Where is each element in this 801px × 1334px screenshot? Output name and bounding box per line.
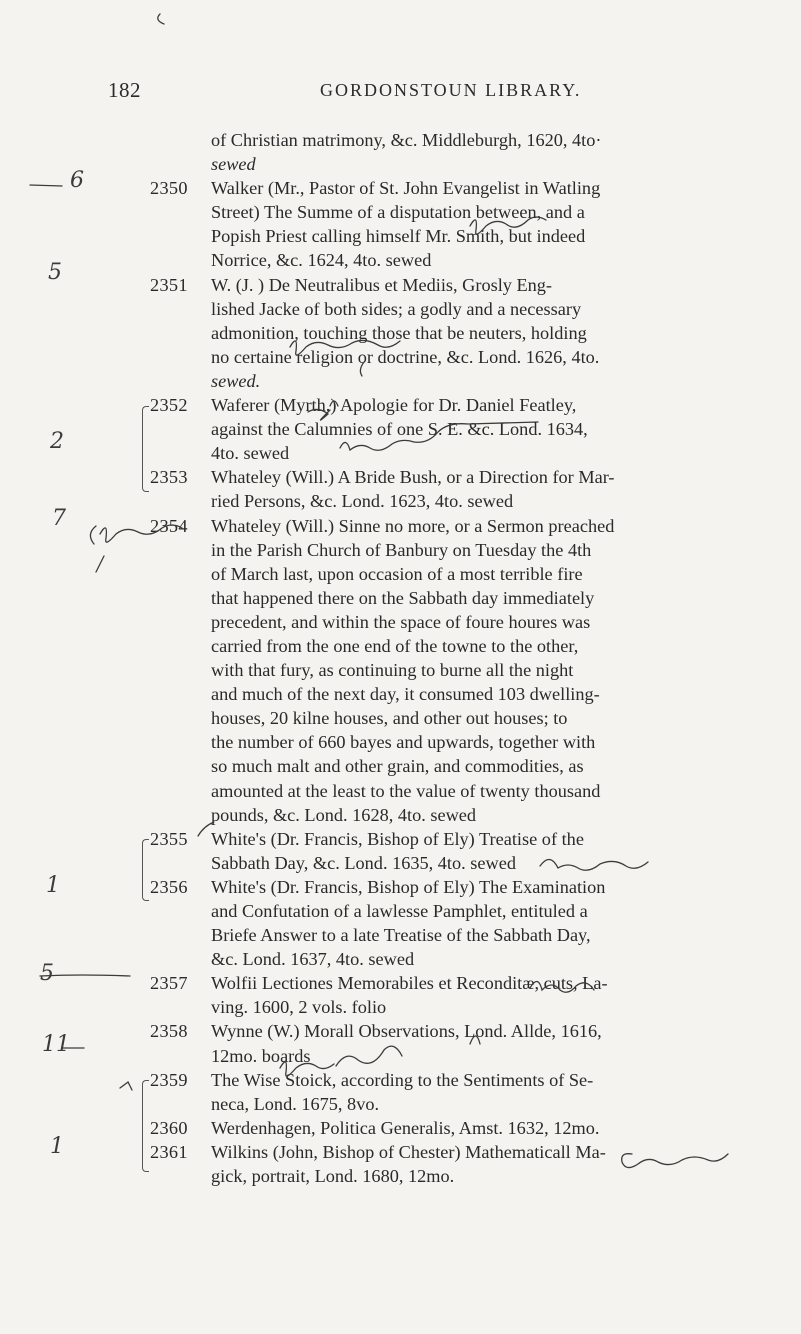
entry-line: in the Parish Church of Banbury on Tuesday the 4th — [211, 539, 592, 560]
entry-number: 2359 — [150, 1069, 188, 1090]
entry-line: Whateley (Will.) Sinne no more, or a Sermon preached — [211, 515, 615, 536]
entry-line: W. (J. ) De Neutralibus et Mediis, Grosly Eng- — [211, 274, 553, 295]
entry-number: 2358 — [150, 1021, 188, 1042]
ink-note-2358a — [280, 1062, 334, 1076]
ink-note-2355 — [540, 859, 648, 870]
marginal-note-2354: 7 — [52, 506, 66, 531]
entry-line: of March last, upon occasion of a most terrible fire — [211, 563, 583, 584]
ink-mark-religion — [360, 362, 364, 376]
entry-line: sewed — [211, 154, 256, 175]
entry-number: 2351 — [150, 274, 188, 295]
entry-line: Walker (Mr., Pastor of St. John Evangelist in Watling — [211, 178, 601, 199]
ink-note-2354 — [100, 525, 182, 542]
marginal-note-2357: 5 — [40, 961, 54, 986]
marginal-note-2350: 6 — [70, 168, 84, 193]
entry-line: precedent, and within the space of foure houres was — [211, 611, 591, 632]
entry-line: Sabbath Day, &c. Lond. 1635, 4to. sewed — [211, 852, 516, 873]
entry-number: 2355 — [150, 828, 188, 849]
entry-line: amounted at the least to the value of twenty thousand — [211, 780, 601, 801]
entry-line: no certaine religion or doctrine, &c. Lond. 1626, 4to. — [211, 346, 600, 367]
marginal-note-2352: 2 — [50, 429, 64, 454]
entry-number: 2361 — [150, 1141, 188, 1162]
entry-line: Werdenhagen, Politica Generalis, Amst. 1632, 12mo. — [211, 1117, 600, 1138]
ink-mark-observations — [470, 1036, 480, 1044]
entry-line: &c. Lond. 1637, 4to. sewed — [211, 949, 415, 970]
ink-mark-2354b — [96, 556, 104, 572]
entry-line: houses, 20 kilne houses, and other out houses; to — [211, 708, 568, 729]
entry-line: Briefe Answer to a late Treatise of the Sabbath Day, — [211, 925, 591, 946]
ink-note-2350 — [470, 217, 546, 234]
entry-line: admonition, touching those that be neuters, holding — [211, 322, 587, 343]
entry-line: with that fury, as continuing to burne all the night — [211, 660, 574, 681]
entry-line: 4to. sewed — [211, 443, 290, 464]
marginal-note-2361: 1 — [50, 1134, 64, 1159]
ink-note-2357 — [530, 981, 594, 992]
entry-line: lished Jacke of both sides; a godly and a necessary — [211, 298, 582, 319]
entry-number: 2356 — [150, 876, 188, 897]
entry-line: Waferer (Myrth.) Apologie for Dr. Daniel Featley, — [211, 395, 577, 416]
marginal-note-2356: 1 — [46, 873, 60, 898]
entry-line: carried from the one end of the towne to the other, — [211, 635, 579, 656]
entry-line: so much malt and other grain, and commodities, as — [211, 756, 584, 777]
ink-mark-2352 — [308, 409, 330, 420]
entry-line: neca, Lond. 1675, 8vo. — [211, 1093, 380, 1114]
ink-note-2352 — [340, 422, 538, 450]
marginal-note-2351: 5 — [48, 260, 62, 285]
margin-line-2357 — [40, 975, 130, 976]
entry-number: 2354 — [150, 515, 188, 536]
page-number: 182 — [108, 78, 141, 102]
entry-line: and Confutation of a lawlesse Pamphlet, entituled a — [211, 901, 588, 921]
entry-line: the number of 660 bayes and upwards, together with — [211, 732, 596, 753]
entry-line: White's (Dr. Francis, Bishop of Ely) Treatise of the — [211, 828, 584, 849]
ink-tick-2355 — [198, 822, 214, 836]
entry-line: Popish Priest calling himself Mr. Smith, but indeed — [211, 226, 586, 247]
entry-line: pounds, &c. Lond. 1628, 4to. sewed — [211, 804, 477, 825]
entry-number: 2360 — [150, 1117, 188, 1138]
margin-dash-2350 — [30, 185, 62, 186]
entry-line: gick, portrait, Lond. 1680, 12mo. — [211, 1166, 455, 1187]
entry-line: and much of the next day, it consumed 103 dwelling- — [211, 684, 600, 705]
ink-mark-2354a — [90, 526, 96, 544]
entry-line: Whateley (Will.) A Bride Bush, or a Direction for Mar- — [211, 467, 615, 488]
entry-line: ried Persons, &c. Lond. 1623, 4to. sewed — [211, 491, 514, 512]
entry-line: that happened there on the Sabbath day immediately — [211, 587, 595, 608]
running-title: GORDONSTOUN LIBRARY. — [320, 80, 582, 100]
entry-line: sewed. — [211, 370, 261, 391]
entry-line: The Wise Stoick, according to the Sentiments of Se- — [211, 1069, 594, 1090]
entry-line: Norrice, &c. 1624, 4to. sewed — [211, 250, 432, 271]
entry-line: 12mo. boards — [211, 1045, 311, 1066]
entry-number: 2350 — [150, 178, 188, 199]
entry-number: 2352 — [150, 395, 188, 416]
entry-line: White's (Dr. Francis, Bishop of Ely) The Examination — [211, 876, 606, 897]
entry-number: 2353 — [150, 467, 188, 488]
entry-line: ving. 1600, 2 vols. folio — [211, 997, 387, 1018]
entry-line: Wilkins (John, Bishop of Chester) Mathematicall Ma- — [211, 1141, 606, 1162]
ink-mark-top — [158, 14, 164, 24]
entry-line: against the Calumnies of one S. E. &c. Lond. 1634, — [211, 419, 588, 440]
entry-number: 2357 — [150, 973, 188, 994]
ink-mark-calumnies — [330, 401, 338, 406]
entry-line: Wolfii Lectiones Memorabiles et Reconditæ, cuts, La- — [211, 973, 608, 994]
ink-note-2358b — [336, 1046, 402, 1066]
entry-line: of Christian matrimony, &c. Middleburgh, 1620, 4to· — [211, 130, 602, 150]
ink-note-2351 — [290, 340, 400, 355]
entry-line: Wynne (W.) Morall Observations, Lond. Allde, 1616, — [211, 1021, 602, 1042]
entry-line: Street) The Summe of a disputation between, and a — [211, 202, 585, 223]
marginal-note-2358: 11 — [42, 1032, 70, 1057]
ink-note-2361 — [622, 1154, 728, 1168]
ink-mark-2359 — [120, 1082, 132, 1090]
